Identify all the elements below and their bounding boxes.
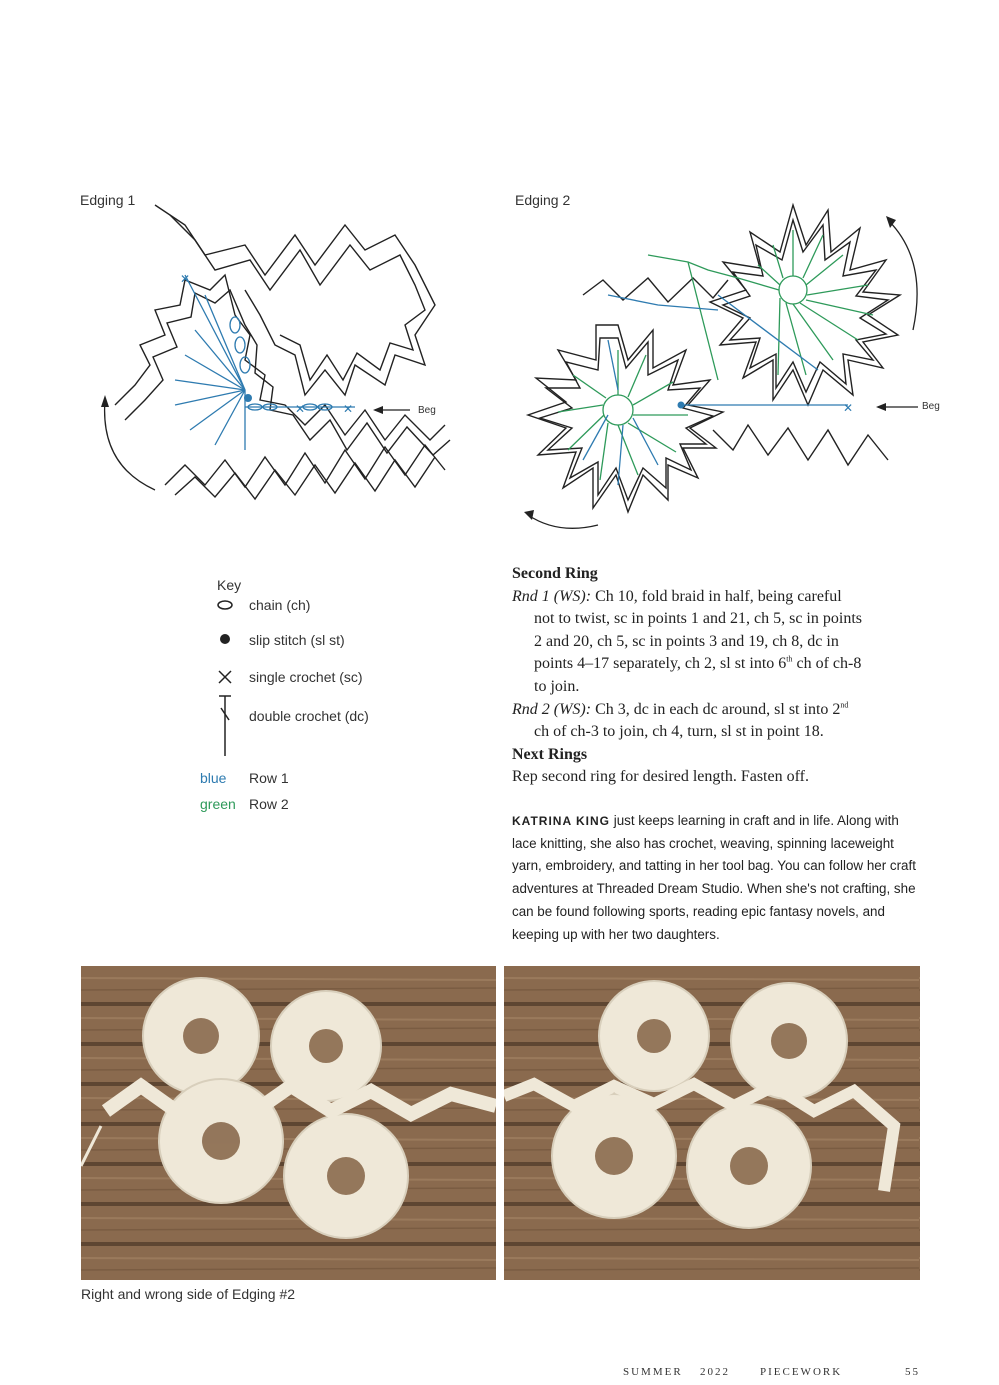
double-crochet-icon	[215, 694, 235, 758]
svg-text:✕: ✕	[295, 402, 306, 416]
key-row1-label: Row 1	[249, 770, 289, 786]
svg-text:✕: ✕	[343, 402, 354, 416]
key-title: Key	[217, 577, 242, 593]
photo-caption: Right and wrong side of Edging #2	[81, 1286, 296, 1302]
rnd1-text-a: Ch 10, fold braid in half, being careful	[595, 587, 842, 605]
rnd1-sup: th	[786, 655, 793, 665]
chain-oval-icon	[215, 598, 235, 612]
svg-text:✕: ✕	[843, 401, 854, 415]
author-bio	[512, 810, 922, 946]
edging-right-side-photo	[81, 966, 496, 1280]
instructions	[512, 563, 922, 789]
edging2-diagram	[488, 190, 928, 535]
author-bio-text: just keeps learning in craft and in life. Along with lace knitting, she also has crochet, weaving, spinning laceweight yarn, embroidery, and tatting in her tool bag. You can follow her craft adventures at Threaded Dream Studio. When she's not crafting, she can be found following sports, reading epic fantasy novels, and keeping up with her two daughters.	[512, 813, 916, 942]
rnd1-line3: 2 and 20, ch 5, sc in points 3 and 19, ch 8, dc in	[534, 632, 839, 650]
rnd1-line1	[512, 586, 922, 609]
key-green-label: green	[200, 796, 236, 812]
rnd1-label: Rnd 1 (WS):	[512, 587, 592, 605]
rnd1-text-e: ch of ch-8	[792, 655, 862, 673]
key-row2-label: Row 2	[249, 796, 289, 812]
key-slip-stitch-label: slip stitch (sl st)	[249, 632, 345, 648]
second-ring-heading: Second Ring	[512, 565, 598, 582]
rnd2-sup: nd	[840, 700, 849, 710]
next-rings-heading: Next Rings	[512, 745, 588, 763]
edging1-label: Edging 1	[80, 192, 136, 208]
rnd2-text-a: Ch 3, dc in each dc around, sl st into 2	[595, 700, 841, 718]
key-chain-label: chain (ch)	[249, 597, 311, 613]
edging1-diagram	[95, 195, 455, 505]
footer-season: SUMMER	[623, 1366, 683, 1378]
footer-year: 2022	[700, 1366, 730, 1378]
key-blue-label: blue	[200, 770, 227, 786]
edging2-beg-label: Beg	[922, 401, 940, 412]
rnd1-line4	[512, 653, 922, 676]
rnd1-line2: not to twist, sc in points 1 and 21, ch 5, sc in points	[534, 610, 862, 628]
edging-wrong-side-photo	[504, 966, 920, 1280]
rnd2-line2: ch of ch-3 to join, ch 4, turn, sl st in point 18.	[534, 723, 824, 741]
rnd2-label: Rnd 2 (WS):	[512, 700, 592, 718]
slip-stitch-dot-icon	[215, 632, 235, 646]
edging2-label: Edging 2	[515, 192, 571, 208]
edging1-beg-label: Beg	[418, 405, 436, 416]
footer-page-number: 55	[905, 1366, 920, 1378]
svg-text:✕: ✕	[180, 272, 191, 286]
single-crochet-x-icon	[215, 669, 235, 685]
footer-magazine: PIECEWORK	[760, 1366, 843, 1378]
rnd2-line1	[512, 699, 922, 722]
rnd1-text-d: points 4–17 separately, ch 2, sl st into 6	[534, 655, 787, 673]
next-rings-text: Rep second ring for desired length. Fasten off.	[512, 768, 809, 786]
rnd1-line5: to join.	[534, 677, 580, 695]
key-single-crochet-label: single crochet (sc)	[249, 669, 363, 685]
key-double-crochet-label: double crochet (dc)	[249, 708, 369, 724]
author-name: KATRINA KING	[512, 814, 610, 828]
